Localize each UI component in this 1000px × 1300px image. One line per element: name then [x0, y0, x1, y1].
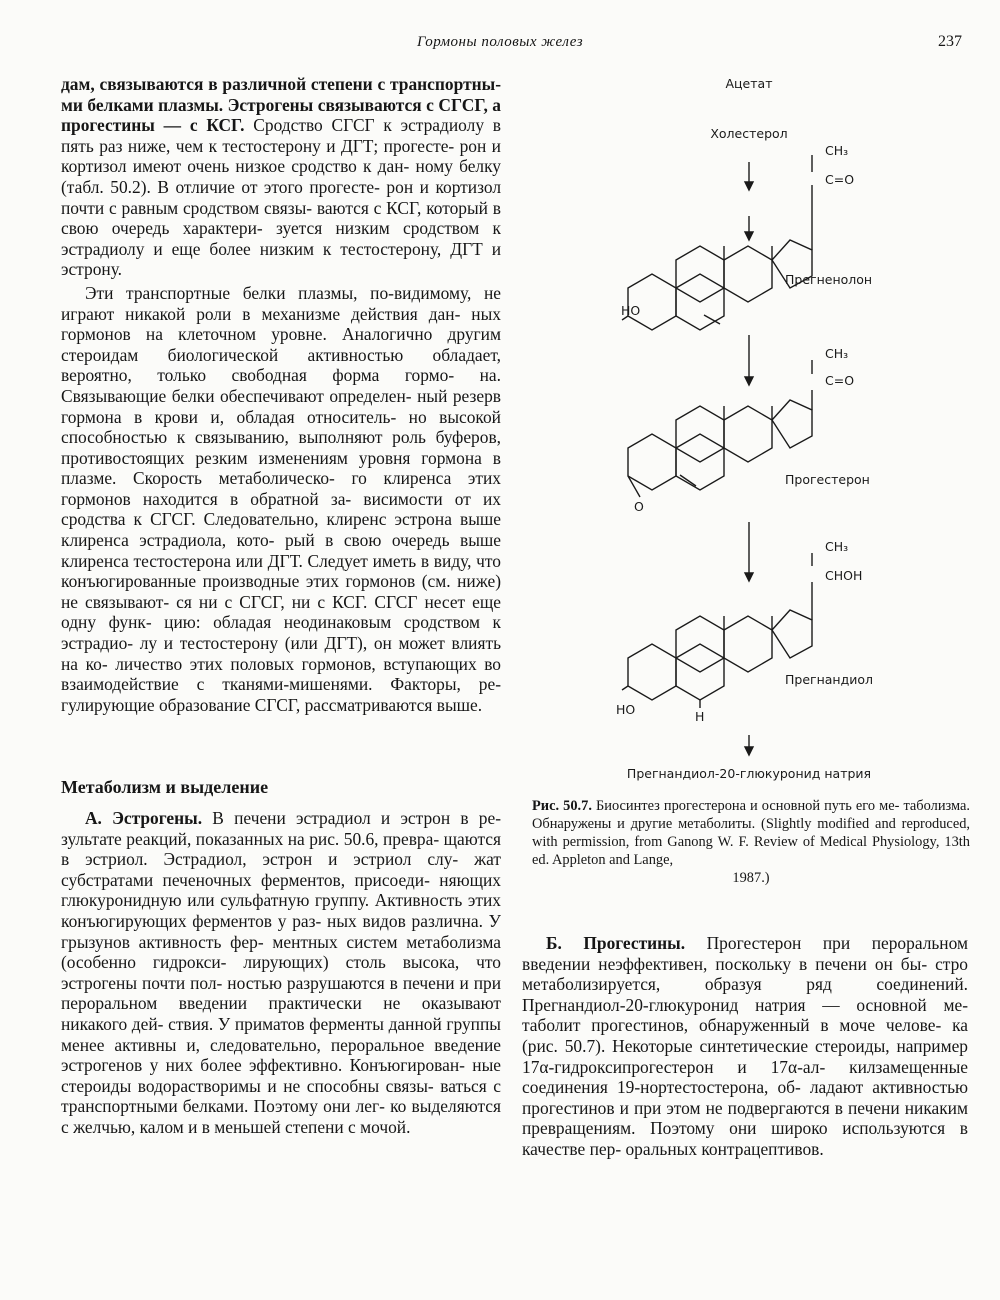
progesterone-biosynthesis-diagram — [600, 60, 920, 790]
label-ch3: CH₃ — [825, 539, 849, 554]
paragraph-transport-proteins: Эти транспортные белки плазмы, по-видимому, не играют никакой роли в механизме действия дан- ных гормонов на клеточном уровне. Аналогично другим стероидам биологической активностью обладает, вероятно, только свободная форма гормо- на. Связывающие белки обеспечивают определен- ный резерв гормона в крови и, обладая относитель- но высокой способностью к связыванию, выполняют роль буферов, противостоящих резким изменениям уровня гормона в плазме. Скорость метаболическо- го клиренса этих гормонов находится в обратной за- висимости от их сродства к СГСГ. Следовательно, клиренс эстрона выше клиренса эстрадиола, кото- рый в свою очередь выше клиренса тестостерона или ДГТ. Следует иметь в виду, что конъюгированные производные этих гормонов (см. ниже) не связывают- ся ни с СГСГ, ни с КСГ. СГСГ несет еще одну функ- цию: обладая неодинаковым сродством к эстрадио- лу и тестостерону (или ДГТ), он может влиять на ко- личество этих половых гормонов, вступающих во взаимодействие с тканями-мишенями. Факторы, ре- гулирующие образование СГСГ, рассматриваются выше. — [61, 282, 501, 715]
left-column-top — [61, 74, 501, 715]
paragraph-bold-lead: дам, связываются в различной степени с транспортны- ми белками плазмы. Эстрогены связываются с СГСГ, а прогестины — с КСГ. — [61, 74, 501, 136]
running-header: Гормоны половых желез — [416, 34, 584, 50]
pregnanediol-structure — [622, 553, 812, 708]
section-heading: Метаболизм и выделение — [61, 777, 269, 797]
arrowhead — [745, 747, 753, 755]
label-ch3: CH₃ — [825, 143, 849, 158]
paragraph-estrogens — [61, 808, 501, 1138]
page-number: 237 — [938, 33, 962, 50]
label-hydrogen: H — [695, 709, 705, 724]
paragraph-progestins — [522, 933, 968, 1160]
label-oxo: O — [634, 499, 644, 514]
arrowhead — [745, 232, 753, 240]
label-final-product: Прегнандиол-20-глюкуронид натрия — [626, 766, 872, 781]
label-ch3: CH₃ — [825, 346, 849, 361]
paragraph-progestins-text: Прогестерон при пероральном введении неэффективен, поскольку в печени он бы- стро метаболизируется, образуя ряд соединений. Прегнандиол-20-глюкуронид натрия — основной ме- таболит прогестинов, обнаруженный в моче челове- ка (рис. 50.7). Некоторые синтетические стероиды, например 17α-гидроксипрогестерон и 17α-ал- килзамещенные соединения 19-нортестостерона, об- ладают активностью прогестинов и при этом не подвергаются в печени никаким превращениям. Поэтому они широко используются в качестве пер- оральных контрацептивов. — [522, 933, 968, 1159]
paragraph-sgsg-binding — [61, 74, 501, 280]
paragraph-text: Сродство СГСГ к эстрадиолу в пять раз ниже, чем к тестостерону и ДГТ; прогесте- рон и кортизол имеют очень низкое сродство к дан- ному белку (табл. 50.2). В отличие от этого прогесте- рон и кортизол почти с равным сродством связы- ваются с КСГ, который в свою очередь характери- зуется низким сродством к эстрадиолу и еще более низким к тестостерону, ДГТ и эстрону. — [61, 115, 502, 280]
caption-text: Биосинтез прогестерона и основной путь его ме- таболизма. Обнаружены и другие метаболиты. (Slightly modified and reproduced, with permission, from Ganong W. F. Review of Medical Physiology, 13th ed. Appleton and Lange, — [532, 798, 970, 868]
paragraph-estrogens-lead: А. Эстрогены. — [85, 808, 203, 828]
label-carbonyl: C=O — [825, 172, 855, 187]
label-hydroxyl: HO — [616, 702, 636, 717]
label-acetate: Ацетат — [725, 76, 773, 91]
left-column-bottom — [61, 808, 501, 1138]
label-cholesterol: Холестерол — [710, 126, 788, 141]
right-column-bottom — [522, 933, 968, 1160]
caption-lead: Рис. 50.7. — [532, 798, 592, 814]
label-progesterone: Прогестерон — [785, 472, 870, 487]
caption-year: 1987.) — [732, 870, 770, 886]
paragraph-progestins-lead: Б. Прогестины. — [546, 933, 686, 953]
arrowhead — [745, 573, 753, 581]
label-hydroxyl: HO — [621, 303, 641, 318]
arrowhead — [745, 182, 753, 190]
figure-caption — [532, 797, 970, 887]
label-choh: CHOH — [825, 568, 863, 583]
pregnenolone-structure — [622, 155, 812, 330]
label-pregnenolone: Прегненолон — [785, 272, 873, 287]
label-carbonyl: C=O — [825, 373, 855, 388]
label-pregnanediol: Прегнандиол — [785, 672, 874, 687]
arrowhead — [745, 377, 753, 385]
paragraph-estrogens-text: В печени эстрадиол и эстрон в ре- зультате реакций, показанных на рис. 50.6, превра- щаются в эстриол. Эстрадиол, эстрон и эстриол слу- жат субстратами печеночных ферментов, присоеди- няющих глюкуронидную или сульфатную группу. Активность этих конъюгирующих ферментов у раз- ных видов различна. У грызунов активность фер- ментных систем метаболизма (особенно гидрокси- лирующих) столь высока, что эстрогены почти пол- ностью разрушаются в печени и при пероральном введении практически не оказывают никакого дей- ствия. У приматов ферменты данной группы менее активны и, следовательно, пероральное введение эстрогенов у них более эффективно. Конъюгирован- ные стероиды водорастворимы и не способны связы- ваться с транспортными белками. Поэтому они лег- ко выделяются с желчью, калом и в меньшей степени с мочой. — [61, 808, 501, 1137]
